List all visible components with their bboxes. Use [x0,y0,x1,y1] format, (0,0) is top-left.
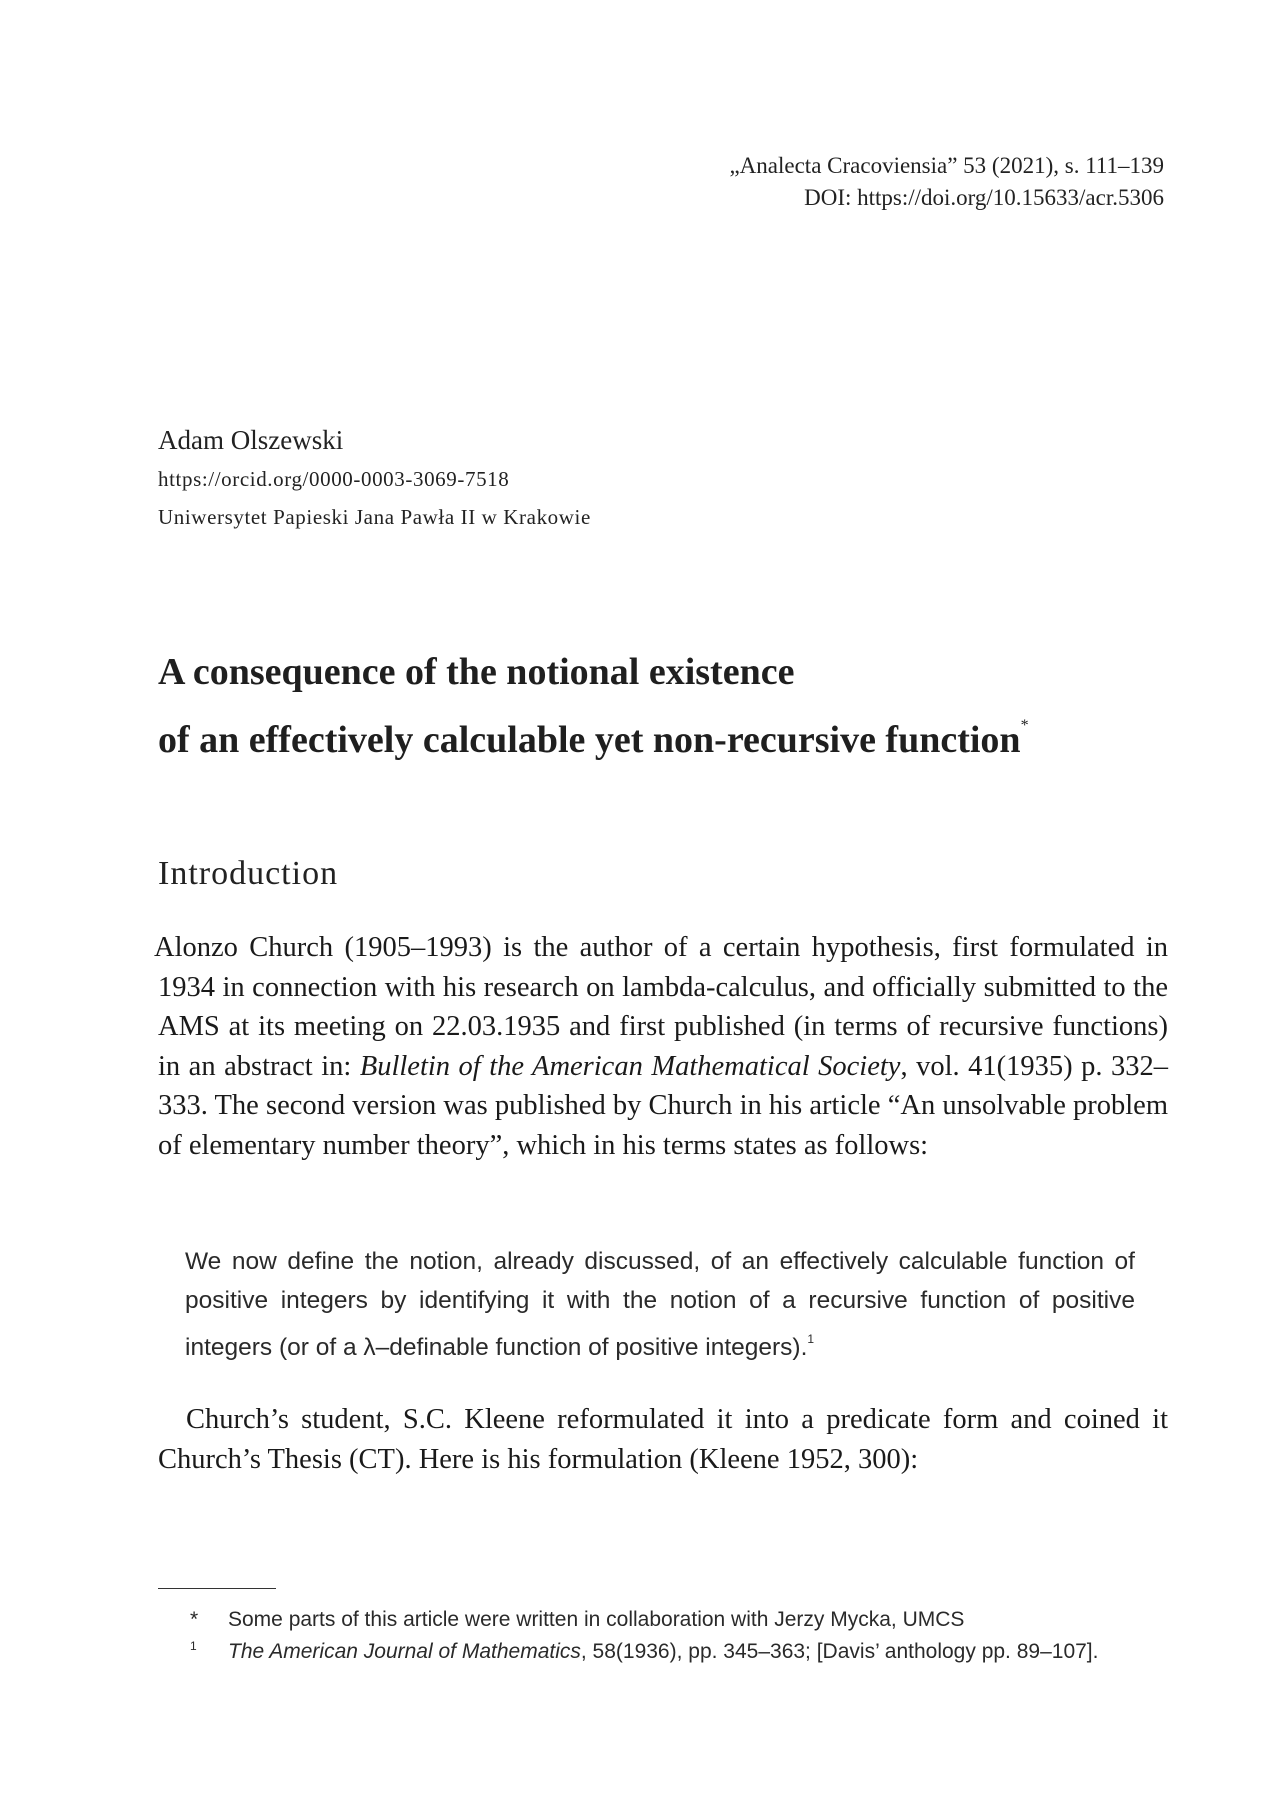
footnote-text: Some parts of this article were written in collaboration with Jerzy Mycka, UMCS [228,1608,965,1631]
body-paragraph-1 [154,928,1168,1165]
para1-text-a: Alonzo Church (1905–1993) is the author of a certain hypothesis, first formulated in 1934 in connection with his research on lambda-calculus, and officially submitted to the AMS at its meeting on 22.03.1935 and first published (in terms of recursive functions) in an abstract in: [154,932,1168,1082]
author-orcid: https://orcid.org/0000-0003-3069-7518 [158,467,510,491]
section-heading: Introduction [158,855,339,892]
footnote-mark: 1 [190,1639,197,1653]
title-line-1: A consequence of the notional existence [158,651,795,693]
footnote-2 [190,1636,1170,1668]
author-block [158,420,591,536]
footnote-1 [190,1604,1170,1636]
article-title [158,645,1168,767]
para1-italic-source: Bulletin of the American Mathematical Society [359,1050,901,1082]
doi-line: DOI: https://doi.org/10.15633/acr.5306 [804,185,1164,210]
title-line-2-text: of an effectively calculable yet non-recursive function [158,719,1021,761]
para1-text-b: , vol. 41(1935) p. 332–333. The second version was published by Church in his article “An unsolvable problem of elementary number theory”, which in his terms states as follows: [158,1050,1168,1161]
journal-citation: „Analecta Cracoviensia” 53 (2021), s. 111–139 [729,153,1164,178]
footnote-text: , 58(1936), pp. 345–363; [Davis’ anthology pp. 89–107]. [580,1640,1099,1663]
title-footnote-mark: * [1020,717,1029,734]
block-quote [185,1242,1135,1367]
body-paragraph-2: Church’s student, S.C. Kleene reformulated it into a predicate form and coined it Church’s Thesis (CT). Here is his formulation (Kleene 1952, 300): [158,1404,1168,1475]
author-name: Adam Olszewski [158,425,344,455]
footnote-separator [158,1588,276,1589]
title-line-2 [158,699,1168,767]
quote-text: We now define the notion, already discussed, of an effectively calculable function of positive integers by identifying it with the notion of a recursive function of positive integers (or of a λ–definable function of positive integers). [185,1248,1135,1361]
footnote-mark: * [190,1608,199,1631]
author-affiliation: Uniwersytet Papieski Jana Pawła II w Krakowie [158,505,591,529]
journal-header [729,150,1164,214]
footnotes [190,1604,1170,1668]
footnote-italic-source: The American Journal of Mathematics [228,1640,581,1663]
quote-footnote-mark: 1 [807,1332,815,1346]
